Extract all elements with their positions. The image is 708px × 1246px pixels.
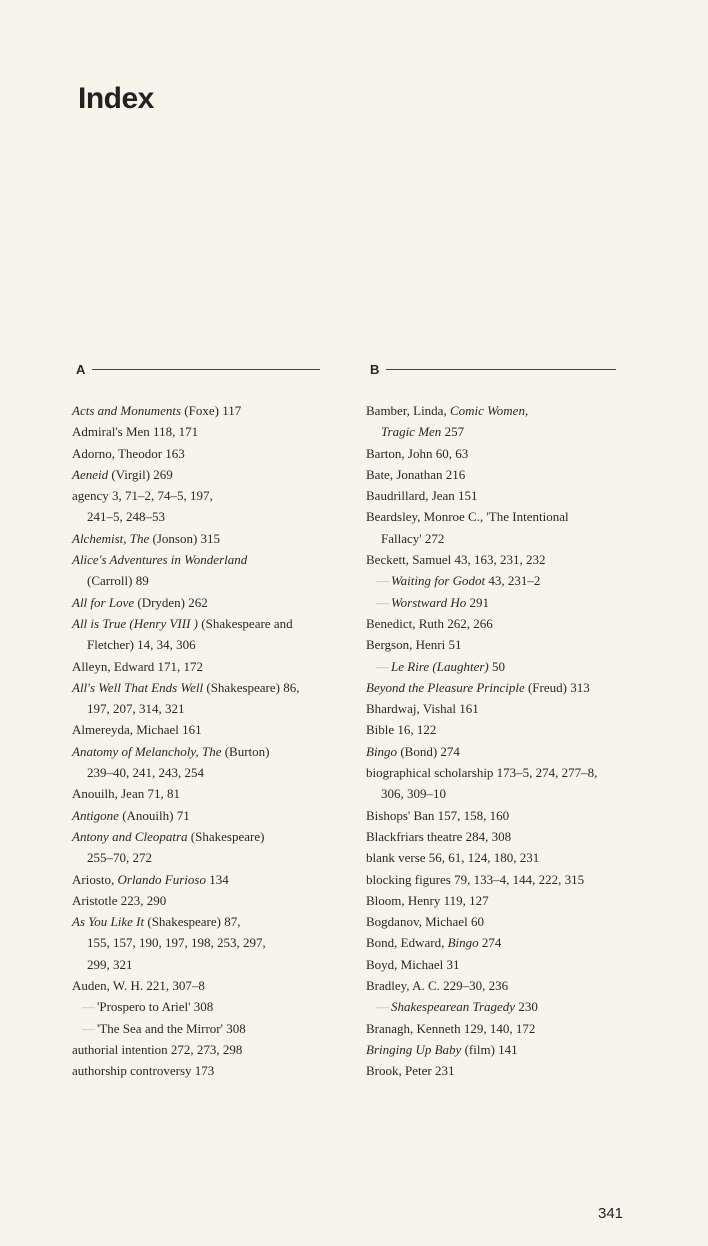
entry-title-italic: Anatomy of Melancholy, The [72,743,222,759]
entry-text: Bible 16, 122 [366,722,437,738]
index-column-b [366,358,646,1082]
index-entry [366,698,646,719]
entry-text: authorship controversy 173 [72,1063,215,1079]
index-entry [366,762,646,805]
index-entry [72,613,342,656]
index-subentry [72,1018,342,1039]
entry-text: 299, 321 [87,956,133,972]
entry-continuation: Fletcher) 14, 34, 306 [87,637,196,653]
index-subentry [366,570,646,591]
index-subentry [366,592,646,613]
section-rule [92,369,320,370]
entry-title-italic: Comic Women, [449,403,529,418]
index-entry [72,869,342,890]
entry-text: 'The Sea and the Mirror' 308 [97,1020,246,1036]
section-letter: B [370,361,380,377]
index-subentry [366,996,646,1017]
entry-text: Anouilh, Jean 71, 81 [72,786,180,802]
entry-text: Brook, Peter 231 [366,1063,455,1079]
index-entry [72,592,342,613]
index-column-a [72,358,342,1082]
entry-title-italic: Orlando Furioso [117,871,206,887]
index-entry [72,656,342,677]
entry-text: Almereyda, Michael 161 [72,722,202,738]
section-header-a [72,358,342,380]
entry-title-italic: Alice's Adventures in Wonderland [72,552,248,568]
entry-text: Adorno, Theodor 163 [72,445,185,461]
entry-continuation: (Carroll) 89 [87,573,149,589]
entry-text: (Freud) 313 [524,679,590,695]
index-entry [366,954,646,975]
index-entry [72,464,342,485]
entry-text: blank verse 56, 61, 124, 180, 231 [366,850,540,866]
entry-text: 291 [466,594,490,610]
index-entry [366,932,646,953]
entry-text: Admiral's Men 118, 171 [72,424,199,440]
index-entry [366,613,646,634]
entry-text: (Shakespeare) [187,828,265,844]
entry-text: 50 [488,658,505,674]
subentry-dash: — [82,999,95,1015]
index-entry [366,890,646,911]
entry-text: 134 [205,871,229,887]
entry-text: Bate, Jonathan 216 [366,466,466,482]
index-entry [72,400,342,421]
index-entry [72,485,342,528]
index-subentry [366,656,646,677]
entry-title-italic: Le Rire (Laughter) [391,658,489,674]
index-entry [72,719,342,740]
entry-text: Auden, W. H. 221, 307–8 [72,978,205,994]
entry-continuation: 241–5, 248–53 [87,509,165,525]
index-entry [366,443,646,464]
entry-text: Baudrillard, Jean 151 [366,488,478,504]
index-entry [72,528,342,549]
index-entry [72,549,342,592]
entry-title-italic: All for Love [72,594,135,610]
entry-continuation: 239–40, 241, 243, 254 [87,765,204,781]
entry-continuation: 257 [441,424,465,440]
entry-text: Bhardwaj, Vishal 161 [366,701,479,717]
section-rule [386,369,616,370]
index-entry [72,677,342,720]
entry-text: Branagh, Kenneth 129, 140, 172 [366,1020,536,1036]
entry-text: Barton, John 60, 63 [366,445,469,461]
index-entry [366,1039,646,1060]
entry-title-italic: Beyond the Pleasure Principle [366,679,525,695]
entry-text: 43, 231–2 [485,573,541,589]
index-entry [72,443,342,464]
index-entry [366,911,646,932]
entry-title-italic: All is True (Henry VIII ) [72,615,199,631]
index-entry [366,847,646,868]
entry-continuation: 197, 207, 314, 321 [87,701,185,717]
index-entry [366,677,646,698]
entry-title-italic: Shakespearean Tragedy [391,999,516,1015]
entry-title-italic: Alchemist, The [72,530,150,546]
index-entry [366,549,646,570]
index-entry [366,400,646,443]
index-entry [366,464,646,485]
entry-text: Bogdanov, Michael 60 [366,914,484,930]
entry-text: Benedict, Ruth 262, 266 [366,615,493,631]
entry-title-italic: Bringing Up Baby [366,1041,462,1057]
entry-text: Beckett, Samuel 43, 163, 231, 232 [366,552,546,568]
entry-text: Bergson, Henri 51 [366,637,462,653]
entry-title-italic: Acts and Monuments [72,403,182,418]
entry-text: (Virgil) 269 [108,466,173,482]
entry-title-italic: Bingo [447,935,479,951]
page-number: 341 [598,1205,624,1222]
index-entries-a [72,400,342,1082]
entry-text: (Jonson) 315 [149,530,221,546]
entry-text: Ariosto, [72,871,118,887]
index-entry [72,421,342,442]
entry-text: (Anouilh) 71 [118,807,190,823]
index-entry [366,805,646,826]
entry-text: 230 [515,999,538,1015]
entry-continuation: 306, 309–10 [381,786,446,802]
index-entry [366,826,646,847]
subentry-dash: — [376,573,389,589]
entry-text: Bishops' Ban 157, 158, 160 [366,807,510,823]
entry-text: (Shakespeare and [198,615,293,631]
entry-title-italic: Aeneid [72,466,109,482]
entry-text: agency 3, 71–2, 74–5, 197, [72,488,213,504]
entry-title-italic: Waiting for Godot [391,573,486,589]
entry-text: authorial intention 272, 273, 298 [72,1041,243,1057]
entry-continuation-italic: Tragic Men [381,424,442,440]
index-subentry [72,996,342,1017]
entry-text: 274 [478,935,502,951]
index-entry [72,954,342,975]
entry-text: Beardsley, Monroe C., 'The Intentional [366,509,569,525]
entry-text: Boyd, Michael 31 [366,956,460,972]
index-entry [72,911,342,954]
entry-text: Bloom, Henry 119, 127 [366,892,489,908]
index-entry [366,719,646,740]
subentry-dash: — [82,1020,95,1036]
subentry-dash: — [376,658,389,674]
entry-text: biographical scholarship 173–5, 274, 277–8, [366,765,598,781]
page-title: Index [78,82,154,115]
section-header-b [366,358,646,380]
index-entry [366,869,646,890]
entry-text: (Shakespeare) 87, [144,914,241,930]
index-entry [366,1060,646,1081]
entry-title-italic: Bingo [366,743,398,759]
entry-text: (Dryden) 262 [134,594,208,610]
index-entry [366,506,646,549]
index-entry [72,783,342,804]
index-entry [72,826,342,869]
entry-text: (film) 141 [461,1041,518,1057]
entry-continuation: 255–70, 272 [87,850,152,866]
entry-text: (Bond) 274 [397,743,460,759]
entry-text: 'Prospero to Ariel' 308 [97,999,214,1015]
entry-title-italic: Antony and Cleopatra [72,828,188,844]
entry-title-italic: Worstward Ho [391,594,467,610]
entry-continuation: 155, 157, 190, 197, 198, 253, 297, [87,935,266,951]
index-entry [72,805,342,826]
entry-text: Aristotle 223, 290 [72,892,167,908]
entry-text: Alleyn, Edward 171, 172 [72,658,204,674]
index-entry [72,1039,342,1060]
index-entries-b [366,400,646,1082]
subentry-dash: — [376,999,389,1015]
entry-text: Bond, Edward, [366,935,448,951]
entry-text: (Shakespeare) 86, [203,679,300,695]
index-entry [72,890,342,911]
entry-title-italic: Antigone [72,807,119,823]
index-entry [72,741,342,784]
index-entry [72,975,342,996]
entry-text: (Foxe) 117 [181,403,242,418]
index-entry [72,1060,342,1081]
entry-text: Bradley, A. C. 229–30, 236 [366,978,509,994]
entry-text: blocking figures 79, 133–4, 144, 222, 315 [366,871,585,887]
index-entry [366,634,646,655]
entry-title-italic: All's Well That Ends Well [72,679,204,695]
entry-text: (Burton) [221,743,270,759]
index-entry [366,975,646,996]
index-entry [366,1018,646,1039]
entry-text: Blackfriars theatre 284, 308 [366,828,512,844]
subentry-dash: — [376,594,389,610]
entry-continuation: Fallacy' 272 [381,530,445,546]
index-entry [366,741,646,762]
index-entry [366,485,646,506]
section-letter: A [76,361,86,377]
entry-title-italic: As You Like It [72,914,145,930]
entry-text: Bamber, Linda, [366,403,450,418]
